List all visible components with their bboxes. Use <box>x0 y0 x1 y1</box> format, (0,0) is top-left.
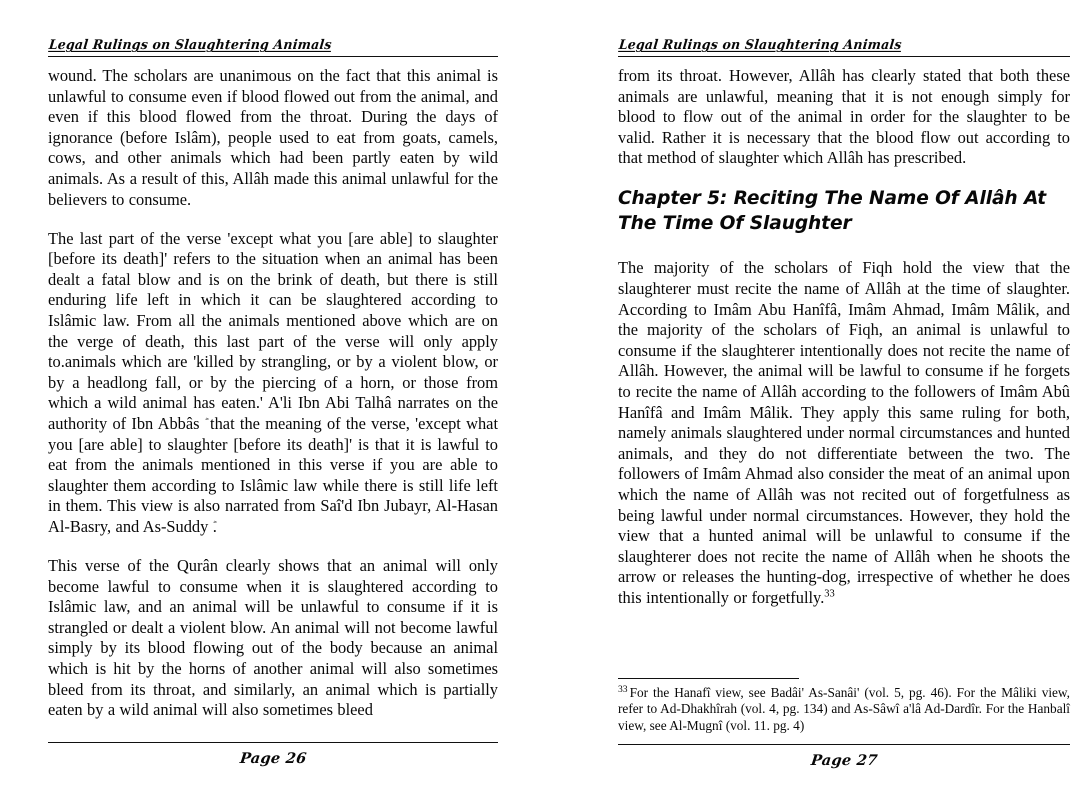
left-page-body <box>48 66 498 721</box>
paragraph-part: The last part of the verse 'except what you [are able] to slaughter [before its death]' refers to the situation when an animal has been dealt a fatal blow and is on the brink of death, but there is still enduring life left in which it can be slaughtered according to Islâmic law. From all the animals mentioned above which are on the verge of death, this last part of the verse will only apply to.animals which are 'killed by strangling, or by a violent blow, or by a headlong fall, or by the piercing of a horn, or those from which a wild animal has eaten.' A'li Ibn Abi Talhâ narrates on the authority of Ibn Abbâs <box>48 228 498 433</box>
right-page-body <box>618 66 1070 609</box>
paragraph-part: that the meaning of the verse, 'except what you [are able] to slaughter [before its death]' is that it is lawful to eat from the animals mentioned in this verse if you are able to slaughter them according to Islâmic law while there is still life left in them. This view is also narrated from Saî'd Ibn Jubayr, Al-Hasan Al-Basry, and As-Suddy <box>48 414 499 536</box>
paragraph: wound. The scholars are unanimous on the fact that this animal is unlawful to consume even if blood flowed out from the animal, and even if this blood flowed from the throat. During the days of ignorance (before Islâm), people used to eat from goats, camels, cows, and other animals which had been partly eaten by wild animals. As a result of this, Allâh made this animal unlawful for the believers to consume. <box>48 66 498 209</box>
paragraph-part: . <box>212 516 217 536</box>
paragraph <box>618 258 1070 608</box>
footnote-number: 33 <box>618 683 628 695</box>
paragraph <box>48 229 498 538</box>
footnote-divider <box>618 678 799 679</box>
page-number-left <box>48 750 498 768</box>
paragraph-part: The majority of the scholars of Fiqh hold the view that the slaughterer must recite the name of Allâh at the time of slaughter. According to Imâm Abu Hanîfâ, Imâm Ahmad, Imâm Mâlik, and the majority of the scholars of Fiqh, an animal is unlawful to consume if the slaughterer intentionally does not recite the name of Allâh. However, the animal will be lawful to consume if he forgets to recite the name of Allâh according to the followers of Imâm Abû Hanîfâ and Imâm Mâlik. They apply this same ruling for both, namely animals slaughtered under normal circumstances and hunted animals, and they do not differentiate between the two. The followers of Imâm Ahmad also consider the meat of an animal upon which the name of Allâh was not recited out of forgetfulness as being lawful under normal circumstances. However, they hold the view that a hunted animal will be unlawful to consume if the slaughterer does not recite the name of Allâh when he shoots the arrow or releases the hunting-dog, irrespective of whether he does this intentionally or forgetfully. <box>618 258 1070 607</box>
right-page <box>618 0 1070 795</box>
running-header-right <box>618 36 1070 57</box>
footer-divider <box>48 742 498 743</box>
footnote-area <box>618 678 1070 734</box>
running-header-left <box>48 36 498 57</box>
chapter-heading: Chapter 5: Reciting The Name Of Allâh At The Time Of Slaughter <box>618 188 1047 234</box>
paragraph: This verse of the Qurân clearly shows that an animal will only become lawful to consume when it is slaughtered according to Islâmic law, and an animal will be unlawful to consume if it is strangled or dealt a violent blow. An animal will not become lawful simply by its blood flowing out of the body because an animal which is hit by the horns of another animal will also sometimes bleed from its throat, and similarly, an animal which is partially eaten by a wild animal will also sometimes bleed <box>48 556 498 720</box>
footnote <box>618 685 1070 734</box>
footnote-reference[interactable]: 33 <box>824 588 835 600</box>
left-page <box>48 0 498 795</box>
footer-divider <box>618 744 1070 745</box>
page-number-label: Page 27 <box>809 752 879 769</box>
running-header-title: Legal Rulings on Slaughtering Animals <box>48 36 333 52</box>
paragraph: from its throat. However, Allâh has clearly stated that both these animals are unlawful, meaning that it is not enough simply for blood to flow out of the animal in order for the slaughter to be valid. Rather it is necessary that the blood flow out according to that method of slaughter which Allâh has prescribed. <box>618 66 1070 168</box>
page-number-label: Page 26 <box>238 750 308 767</box>
running-header-title: Legal Rulings on Slaughtering Animals <box>618 36 903 52</box>
page-number-right <box>618 752 1070 770</box>
footnote-text: For the Hanafî view, see Badâi' As-Sanâi' (vol. 5, pg. 46). For the Mâliki view, refer to Ad-Dhakhîrah (vol. 4, pg. 134) and As-Sâwî a'lâ Ad-Dardîr. For the Hanbalî view, see Al-Mugnî (vol. 11. pg. 4) <box>618 685 1070 733</box>
